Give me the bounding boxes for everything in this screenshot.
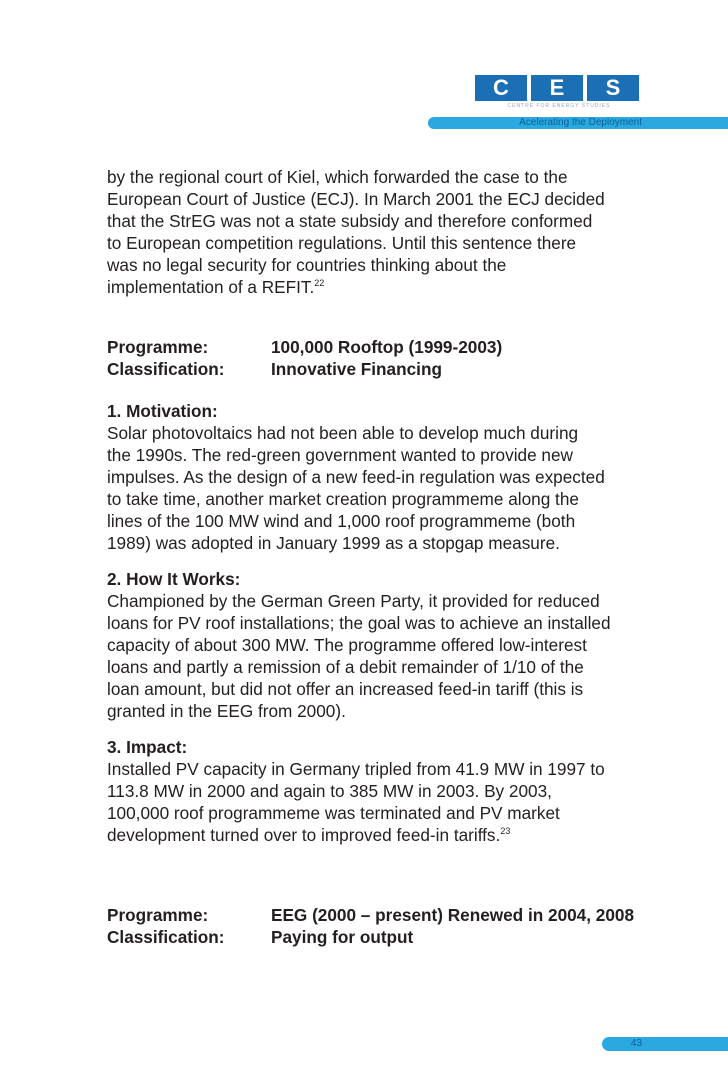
footnote-ref-23: 23 (500, 826, 511, 836)
intro-line: by the regional court of Kiel, which forwarded the case to the (107, 167, 568, 187)
tagline: Acelerating the Deployment (519, 117, 642, 128)
impact-text: development turned over to improved feed-in tariffs. (107, 825, 501, 845)
how-it-works-line: granted in the EEG from 2000). (107, 701, 346, 721)
how-it-works-line: capacity of about 300 MW. The programme offered low-interest (107, 635, 587, 655)
impact-section (107, 736, 605, 846)
classification-label: Classification: (107, 927, 225, 947)
motivation-heading: 1. Motivation: (107, 401, 218, 421)
impact-heading: 3. Impact: (107, 737, 188, 757)
how-it-works-line: Championed by the German Green Party, it provided for reduced (107, 591, 600, 611)
logo-letter-e: E (531, 75, 583, 101)
how-it-works-section (107, 568, 611, 722)
how-it-works-line: loans for PV roof installations; the goal was to achieve an installed (107, 613, 611, 633)
classification-label: Classification: (107, 359, 225, 379)
intro-line-last (107, 276, 647, 298)
ces-logo (475, 75, 639, 101)
how-it-works-line: loans and partly a remission of a debit remainder of 1/10 of the (107, 657, 584, 677)
intro-paragraph (107, 166, 647, 298)
impact-line-last (107, 824, 605, 846)
programme-2-block (107, 904, 634, 948)
footnote-ref-22: 22 (314, 278, 325, 288)
logo-letter-c: C (475, 75, 527, 101)
how-it-works-line: loan amount, but did not offer an increased feed-in tariff (this is (107, 679, 584, 699)
impact-line: Installed PV capacity in Germany tripled from 41.9 MW in 1997 to (107, 759, 605, 779)
classification-value: Paying for output (271, 927, 414, 947)
programme-1-block (107, 336, 502, 380)
programme-value: 100,000 Rooftop (1999-2003) (271, 337, 503, 357)
intro-line: that the StrEG was not a state subsidy and therefore conformed (107, 211, 593, 231)
how-it-works-heading: 2. How It Works: (107, 569, 241, 589)
motivation-line: the 1990s. The red-green government wanted to provide new (107, 445, 573, 465)
intro-text: implementation of a REFIT. (107, 277, 315, 297)
motivation-line: lines of the 100 MW wind and 1,000 roof programmeme (both (107, 511, 576, 531)
page-number: 43 (630, 1038, 642, 1049)
intro-line: to European competition regulations. Until this sentence there (107, 233, 577, 253)
programme-label: Programme: (107, 905, 209, 925)
programme-label: Programme: (107, 337, 209, 357)
intro-line: European Court of Justice (ECJ). In March 2001 the ECJ decided (107, 189, 605, 209)
motivation-line: impulses. As the design of a new feed-in regulation was expected (107, 467, 605, 487)
motivation-section (107, 400, 605, 554)
impact-line: 100,000 roof programmeme was terminated and PV market (107, 803, 560, 823)
intro-line: was no legal security for countries thinking about the (107, 255, 507, 275)
classification-value: Innovative Financing (271, 359, 442, 379)
programme-value: EEG (2000 – present) Renewed in 2004, 2008 (271, 905, 635, 925)
logo-letter-s: S (587, 75, 639, 101)
logo-subtitle: CENTRE FOR ENERGY STUDIES (507, 103, 611, 109)
impact-line: 113.8 MW in 2000 and again to 385 MW in 2003. By 2003, (107, 781, 552, 801)
motivation-line: Solar photovoltaics had not been able to develop much during (107, 423, 579, 443)
motivation-line: to take time, another market creation programmeme along the (107, 489, 579, 509)
motivation-line: 1989) was adopted in January 1999 as a stopgap measure. (107, 533, 560, 553)
